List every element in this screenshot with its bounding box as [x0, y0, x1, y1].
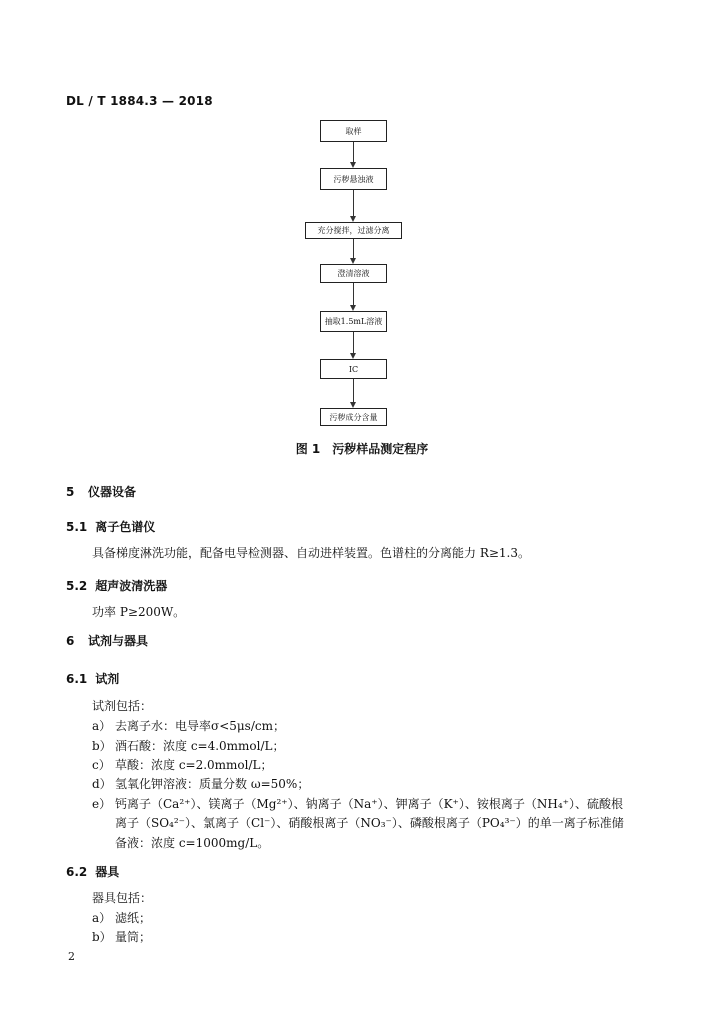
- flow-step-stir-filter: 充分搅拌，过滤分离: [305, 222, 402, 239]
- section-6-heading: [66, 632, 148, 649]
- list-item-continuation: 备液：浓度 c=1000mg/L。: [115, 836, 270, 850]
- list-item-text: 滤纸；: [115, 911, 152, 925]
- document-code-header: DL / T 1884.3 — 2018: [66, 94, 213, 108]
- list-item-label: b）: [92, 930, 112, 944]
- flowchart: [0, 0, 724, 470]
- list-item-label: c）: [92, 758, 111, 772]
- list-item-label: e）: [92, 797, 112, 811]
- list-item: [92, 909, 151, 926]
- section-6-2-heading: [66, 863, 119, 880]
- list-item: [92, 775, 309, 792]
- section-title: 仪器设备: [88, 485, 137, 499]
- figure-caption: 图 1 污秽样品测定程序: [295, 442, 429, 456]
- list-item-continuation: 离子（SO₄²⁻）、氯离子（Cl⁻）、硝酸根离子（NO₃⁻）、磷酸根离子（PO₄³⁻）的单一离子标准储: [115, 816, 624, 830]
- flow-step-ic: IC: [320, 359, 387, 379]
- flow-connector: [353, 190, 354, 216]
- section-number: 6: [66, 634, 75, 648]
- list-item: [92, 795, 623, 812]
- page-number: 2: [68, 950, 75, 963]
- section-5-1-heading: [66, 518, 155, 535]
- list-item-text: 酒石酸：浓度 c=4.0mmol/L；: [115, 739, 285, 753]
- list-item: [92, 928, 151, 945]
- list-item-label: b）: [92, 739, 112, 753]
- flow-step-extract-solution: 抽取1.5mL溶液: [320, 311, 387, 332]
- list-item: [92, 756, 273, 773]
- list-item-text: 量筒；: [115, 930, 152, 944]
- flow-connector: [353, 283, 354, 305]
- section-5-heading: [66, 483, 136, 500]
- list-item-text: 去离子水：电导率σ<5μs/cm；: [115, 719, 285, 733]
- section-number: 5: [66, 485, 75, 499]
- section-5-2-heading: [66, 577, 167, 594]
- section-title: 器具: [95, 865, 120, 879]
- flow-step-clear-solution: 澄清溶液: [320, 264, 387, 283]
- list-item-text: 草酸：浓度 c=2.0mmol/L；: [115, 758, 273, 772]
- list-item: [92, 737, 285, 754]
- flow-connector: [353, 379, 354, 402]
- section-number: 6.2: [66, 865, 88, 879]
- flow-connector: [353, 142, 354, 162]
- section-5-1-text: 具备梯度淋洗功能，配备电导检测器、自动进样装置。色谱柱的分离能力 R≥1.3。: [92, 546, 530, 560]
- section-5-2-text: 功率 P≥200W。: [92, 605, 186, 619]
- section-number: 5.2: [66, 579, 88, 593]
- flow-connector: [353, 239, 354, 258]
- section-6-1-heading: [66, 670, 119, 687]
- list-item-label: a）: [92, 911, 112, 925]
- list-item-text: 氢氧化钾溶液：质量分数 ω=50%；: [115, 777, 310, 791]
- section-title: 试剂与器具: [88, 634, 149, 648]
- section-number: 6.1: [66, 672, 88, 686]
- list-item-label: d）: [92, 777, 112, 791]
- section-title: 超声波清洗器: [95, 579, 168, 593]
- section-6-2-intro: 器具包括：: [92, 891, 153, 905]
- section-6-1-intro: 试剂包括：: [92, 699, 153, 713]
- list-item: [92, 717, 285, 734]
- list-item-text: 钙离子（Ca²⁺）、镁离子（Mg²⁺）、钠离子（Na⁺）、钾离子（K⁺）、铵根离子（NH₄⁺）、硫酸根: [115, 797, 623, 811]
- flow-step-sampling: 取样: [320, 120, 387, 142]
- section-title: 离子色谱仪: [95, 520, 156, 534]
- list-item-label: a）: [92, 719, 112, 733]
- flow-connector: [353, 332, 354, 353]
- section-title: 试剂: [95, 672, 120, 686]
- section-number: 5.1: [66, 520, 88, 534]
- flow-step-suspension: 污秽悬浊液: [320, 168, 387, 190]
- flow-step-result: 污秽成分含量: [320, 408, 387, 426]
